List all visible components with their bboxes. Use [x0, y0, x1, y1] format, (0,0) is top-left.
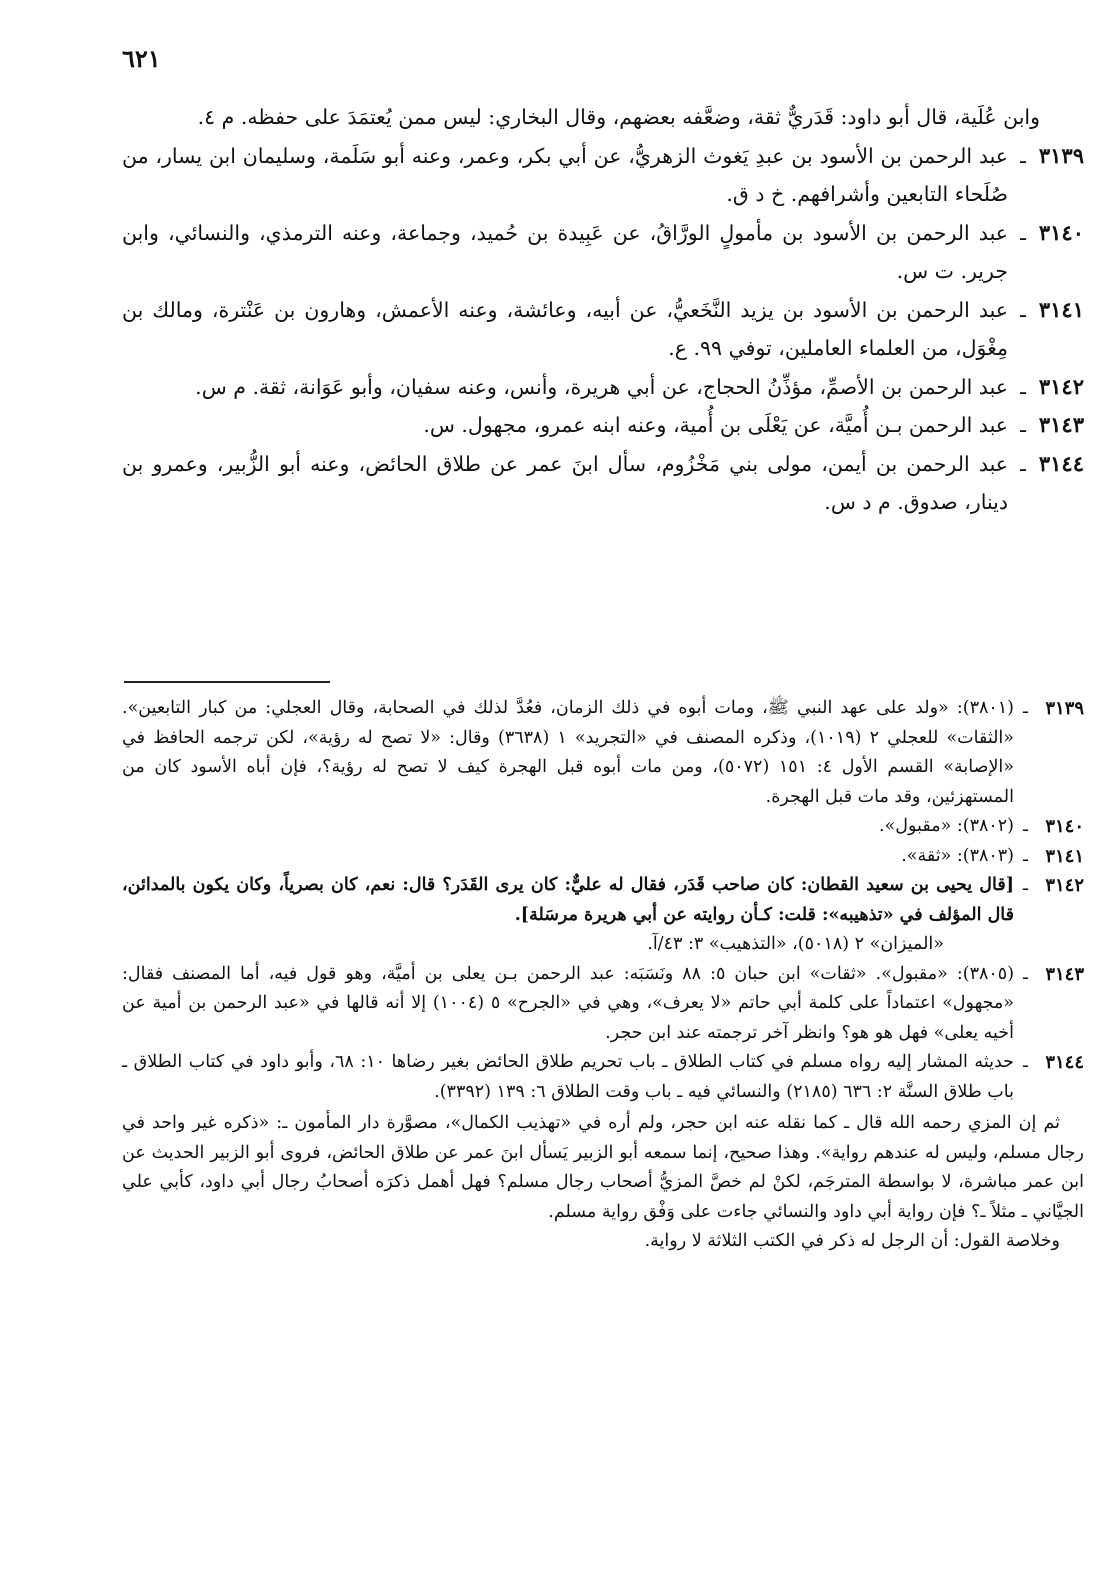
- entry-dash: ـ: [1020, 413, 1026, 437]
- entry-dash: ـ: [1020, 220, 1026, 245]
- entry-text: عبد الرحمن بن الأصمِّ، مؤذِّنُ الحجاج، عن أبي هريرة، وأنس، وعنه سفيان، وأبو عَوَانة، ثقة. م س.: [195, 374, 1008, 399]
- footnote-body: [122, 842, 1014, 872]
- entry-body: [122, 137, 1008, 214]
- footnote-body: [122, 1048, 1014, 1107]
- footnote-dash: ـ: [1023, 816, 1028, 836]
- footnote-number: ٣١٣٩: [1045, 698, 1084, 719]
- entry-number: ٣١٤٢: [1038, 373, 1084, 399]
- closing-paragraph: ثم إن المزي رحمه الله قال ـ كما نقله عنه ابن حجر، ولم أره في «تهذيب الكمال»، مصوَّرة دار المأمون ـ: «ذكره غير واحد في رجال مسلم، وليس له عندهم رواية». وهذا صحيح، إنما سمعه أبو الزبير يَسأل ابنَ عمر عن طلاق الحائض، فروى أبو الزبير الحديث عن ابن عمر مباشرة، لا بواسطة المترجَم، لكنْ لم خصَّ المزيُّ أصحاب رجال مسلم؟ فهل أهمل ذكرَه أصحابُ رجال أبي داود، كأبي علي الجيَّاني ـ مثلاً ـ؟ فإن رواية أبي داود والنسائي جاءت على وَفْق رواية مسلم.: [122, 1113, 1084, 1222]
- footnote-item: [122, 842, 1084, 872]
- entries-list: [122, 137, 1084, 522]
- footnote-item: [122, 960, 1084, 1049]
- closing-conclusion: وخلاصة القول: أن الرجل له ذكر في الكتب الثلاثة لا رواية.: [644, 1231, 1060, 1251]
- footnote-dash: ـ: [1023, 698, 1028, 718]
- page-number: ٦٢١: [122, 44, 161, 73]
- main-text: [122, 98, 1084, 522]
- footnote-dash: ـ: [1023, 963, 1028, 984]
- entry-body: [122, 368, 1008, 407]
- footnote-text: (٣٨٠١): «ولد على عهد النبي ﷺ، ومات أبوه في ذلك الزمان، فعُدَّ لذلك في الصحابة، وقال العجلي: من كبار التابعين». «الثقات» للعجلي ٢ (١٠١٩)، وذكره المصنف في «التجريد» ١ (٣٦٣٨) وقال: «لا تصح له رؤية»، لكن ترجمه الحافظ في «الإصابة» القسم الأول ٤: ١٥١ (٥٠٧٢)، ومن مات أبوه قبل الهجرة كيف لا تصح له رؤية؟، فإن أباه الأسود كان من المستهزئين، وقد مات قبل الهجرة.: [122, 698, 1014, 807]
- entry-body: [122, 214, 1008, 291]
- entry-number: ٣١٤٠: [1038, 219, 1084, 245]
- entry-dash: ـ: [1020, 143, 1026, 168]
- footnote-body: [122, 871, 1014, 960]
- entry-item: [122, 406, 1084, 445]
- entry-number: ٣١٣٩: [1038, 142, 1084, 168]
- footnote-number: ٣١٤١: [1045, 845, 1084, 867]
- footnote-number: ٣١٤٢: [1045, 875, 1084, 896]
- footnote-item: [122, 1048, 1084, 1107]
- footnotes-list: [122, 694, 1084, 1107]
- footnote-dash: ـ: [1023, 845, 1028, 866]
- entry-item: [122, 445, 1084, 522]
- footnote-number: ٣١٤٤: [1045, 1052, 1084, 1073]
- footnote-text: (٣٨٠٢): «مقبول».: [879, 816, 1014, 836]
- footnote-body: [122, 960, 1014, 1049]
- footnote-body: [122, 694, 1014, 812]
- entry-item: [122, 291, 1084, 368]
- footnote-text: حديثه المشار إليه رواه مسلم في كتاب الطلاق ـ باب تحريم طلاق الحائض بغير رضاها ١٠: ٦٨، وأبو داود في كتاب الطلاق ـ باب طلاق السنَّة ٢: ٦٣٦ (٢١٨٥) والنسائي فيه ـ باب وقت الطلاق ٦: ١٣٩ (٣٣٩٢).: [122, 1052, 1014, 1102]
- footnote-item: [122, 694, 1084, 812]
- footnote-text: (٣٨٠٥): «مقبول». «ثقات» ابن حبان ٥: ٨٨ ونَسَبَه: عبد الرحمن بـن يعلى بن أميَّة، وهو قول فيه، أما المصنف فقال: «مجهول» اعتماداً على كلمة أبي حاتم «لا يعرف»، وهي في «الجرح» ٥ (١٠٠٤) إلا أنه قالها في «عبد الرحمن بن أمية عن أخيه يعلى» فهل هو هو؟ وانظر آخر ترجمته عند ابن حجر.: [122, 963, 1015, 1043]
- entry-body: [122, 406, 1008, 445]
- entry-dash: ـ: [1020, 374, 1026, 399]
- entry-text: عبد الرحمن بـن أُميَّة، عن يَعْلَى بن أُمية، وعنه ابنه عمرو، مجهول. س.: [423, 413, 1008, 437]
- entry-item: [122, 214, 1084, 291]
- footnote-number: ٣١٤٠: [1045, 816, 1084, 837]
- entry-item: [122, 368, 1084, 407]
- entry-text: عبد الرحمن بن الأسود بن يزيد النَّخَعيُّ، عن أبيه، وعائشة، وعنه الأعمش، وهارون بن عَنْترة، ومالك بن مِغْوَل، من العلماء العاملين، توفي ٩٩. ع.: [122, 297, 1008, 360]
- entry-text: عبد الرحمن بن الأسود بن مأمولٍ الورَّاقُ، عن عَبِيدة بن حُميد، وجماعة، وعنه الترمذي، والنسائي، وابن جرير. ت س.: [122, 220, 1008, 283]
- entry-dash: ـ: [1020, 297, 1026, 322]
- footnote-text: (٣٨٠٣): «ثقة».: [901, 845, 1014, 866]
- continuation-paragraph: وابن عُلَية، قال أبو داود: قَدَريٌّ ثقة، وضعَّفه بعضهم، وقال البخاري: ليس ممن يُعتمَدَ على حفظه. م ٤.: [197, 105, 1040, 129]
- entry-number: ٣١٤٤: [1038, 450, 1084, 476]
- footnote-dash: ـ: [1023, 1052, 1028, 1072]
- footnote-number: ٣١٤٣: [1045, 963, 1084, 985]
- entry-text: عبد الرحمن بن أيمن، مولى بني مَخْزُوم، سأل ابنَ عمر عن طلاق الحائض، وعنه أبو الزُّبير، وعمرو بن دينار، صدوق. م د س.: [122, 451, 1008, 514]
- footnote-item: [122, 871, 1084, 960]
- entry-number: ٣١٤١: [1038, 296, 1084, 322]
- footnote-quote: [قال يحيى بن سعيد القطان: كان صاحب قَدَر، فقال له عليٌّ: كان يرى القَدَر؟ قال: نعم، كان بصرياً، وكان يكون بالمدائن، قال المؤلف في «تذهيبه»: قلت: كـأن روايته عن أبي هريرة مرسَلة].: [122, 875, 1014, 925]
- footnote-dash: ـ: [1023, 875, 1028, 895]
- entry-body: [122, 445, 1008, 522]
- entry-number: ٣١٤٣: [1038, 412, 1084, 437]
- entry-text: عبد الرحمن بن الأسود بن عبدِ يَغوث الزهريُّ، عن أبي بكر، وعمر، وعنه أبو سَلَمة، وسليمان ابن يسار، من صُلَحاء التابعين وأشرافهم. خ د ق.: [122, 143, 1008, 206]
- footnotes: [122, 694, 1084, 1257]
- entry-item: [122, 137, 1084, 214]
- entry-dash: ـ: [1020, 451, 1026, 476]
- footnote-body: [122, 812, 1014, 842]
- footnote-separator: [124, 681, 330, 683]
- closing-commentary: [122, 1109, 1084, 1257]
- entry-body: [122, 291, 1008, 368]
- footnote-item: [122, 812, 1084, 842]
- footnote-reference: «الميزان» ٢ (٥٠١٨)، «التذهيب» ٣: ٤٣/آ.: [647, 934, 944, 954]
